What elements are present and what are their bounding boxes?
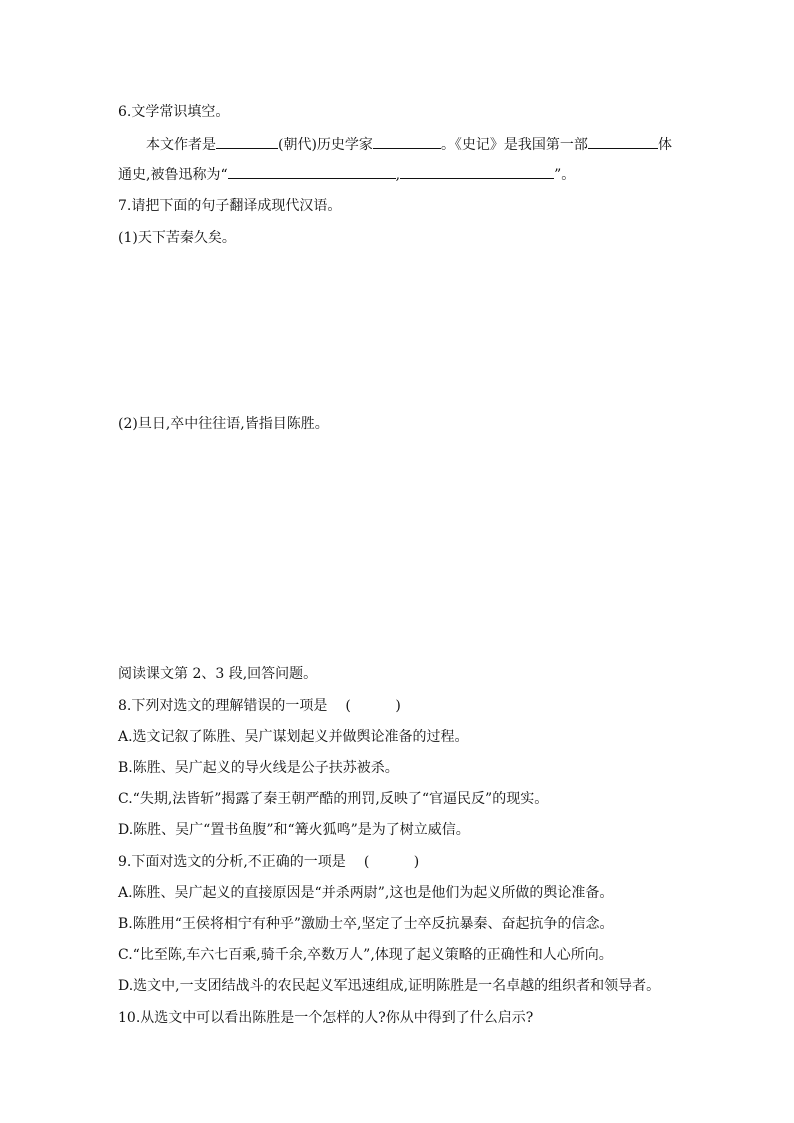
q6-text: 体	[657, 137, 672, 153]
q7-sentence-2: (2)旦日,卒中往往语,皆指目陈胜。	[118, 416, 329, 432]
q9-option-d: D.选文中,一支团结战斗的农民起义军迅速组成,证明陈胜是一名卓越的组织者和领导者。	[118, 978, 661, 994]
q6-text: (朝代)历史学家	[278, 137, 373, 153]
fill-blank-author[interactable]	[373, 134, 441, 149]
q8-option-b: B.陈胜、吴广起义的导火线是公子扶苏被杀。	[118, 760, 399, 776]
q6-heading: 6.文学常识填空。	[118, 104, 230, 120]
q6-text: 本文作者是	[146, 137, 216, 153]
q6-text: ”。	[554, 167, 576, 183]
q8-heading	[118, 696, 401, 716]
q8-heading-text: 8.下列对选文的理解错误的一项是	[118, 698, 328, 714]
q9-heading	[118, 852, 419, 872]
q7-heading: 7.请把下面的句子翻译成现代汉语。	[118, 198, 342, 214]
q7-sentence-1: (1)天下苦秦久矣。	[118, 230, 236, 246]
answer-paren: ( )	[363, 854, 420, 870]
q6-line-2	[118, 164, 575, 185]
q9-heading-text: 9.下面对选文的分析,不正确的一项是	[118, 854, 346, 870]
q8-option-d: D.陈胜、吴广“置书鱼腹”和“篝火狐鸣”是为了树立威信。	[118, 822, 470, 838]
fill-blank-dynasty[interactable]	[216, 134, 278, 149]
reading-instruction: 阅读课文第 2、3 段,回答问题。	[118, 666, 318, 682]
q6-text: 。《史记》是我国第一部	[440, 137, 588, 153]
q10-heading: 10.从选文中可以看出陈胜是一个怎样的人?你从中得到了什么启示?	[118, 1010, 534, 1026]
q8-option-c: C.“失期,法皆斩”揭露了秦王朝严酷的刑罚,反映了“官逼民反”的现实。	[118, 791, 549, 807]
fill-blank-praise-1[interactable]	[228, 164, 396, 179]
q6-line-1	[146, 134, 672, 155]
q6-text: 通史,被鲁迅称为“	[118, 167, 228, 183]
fill-blank-genre[interactable]	[588, 134, 658, 149]
answer-paren: ( )	[345, 698, 401, 714]
q9-option-a: A.陈胜、吴广起义的直接原因是“并杀两尉”,这也是他们为起义所做的舆论准备。	[118, 885, 614, 901]
fill-blank-praise-2[interactable]	[400, 164, 554, 179]
q8-option-a: A.选文记叙了陈胜、吴广谋划起义并做舆论准备的过程。	[118, 729, 469, 745]
q6-text: ,	[395, 167, 401, 183]
q9-option-b: B.陈胜用“王侯将相宁有种乎”激励士卒,坚定了士卒反抗暴秦、奋起抗争的信念。	[118, 916, 614, 932]
q9-option-c: C.“比至陈,车六七百乘,骑千余,卒数万人”,体现了起义策略的正确性和人心所向。	[118, 947, 613, 963]
